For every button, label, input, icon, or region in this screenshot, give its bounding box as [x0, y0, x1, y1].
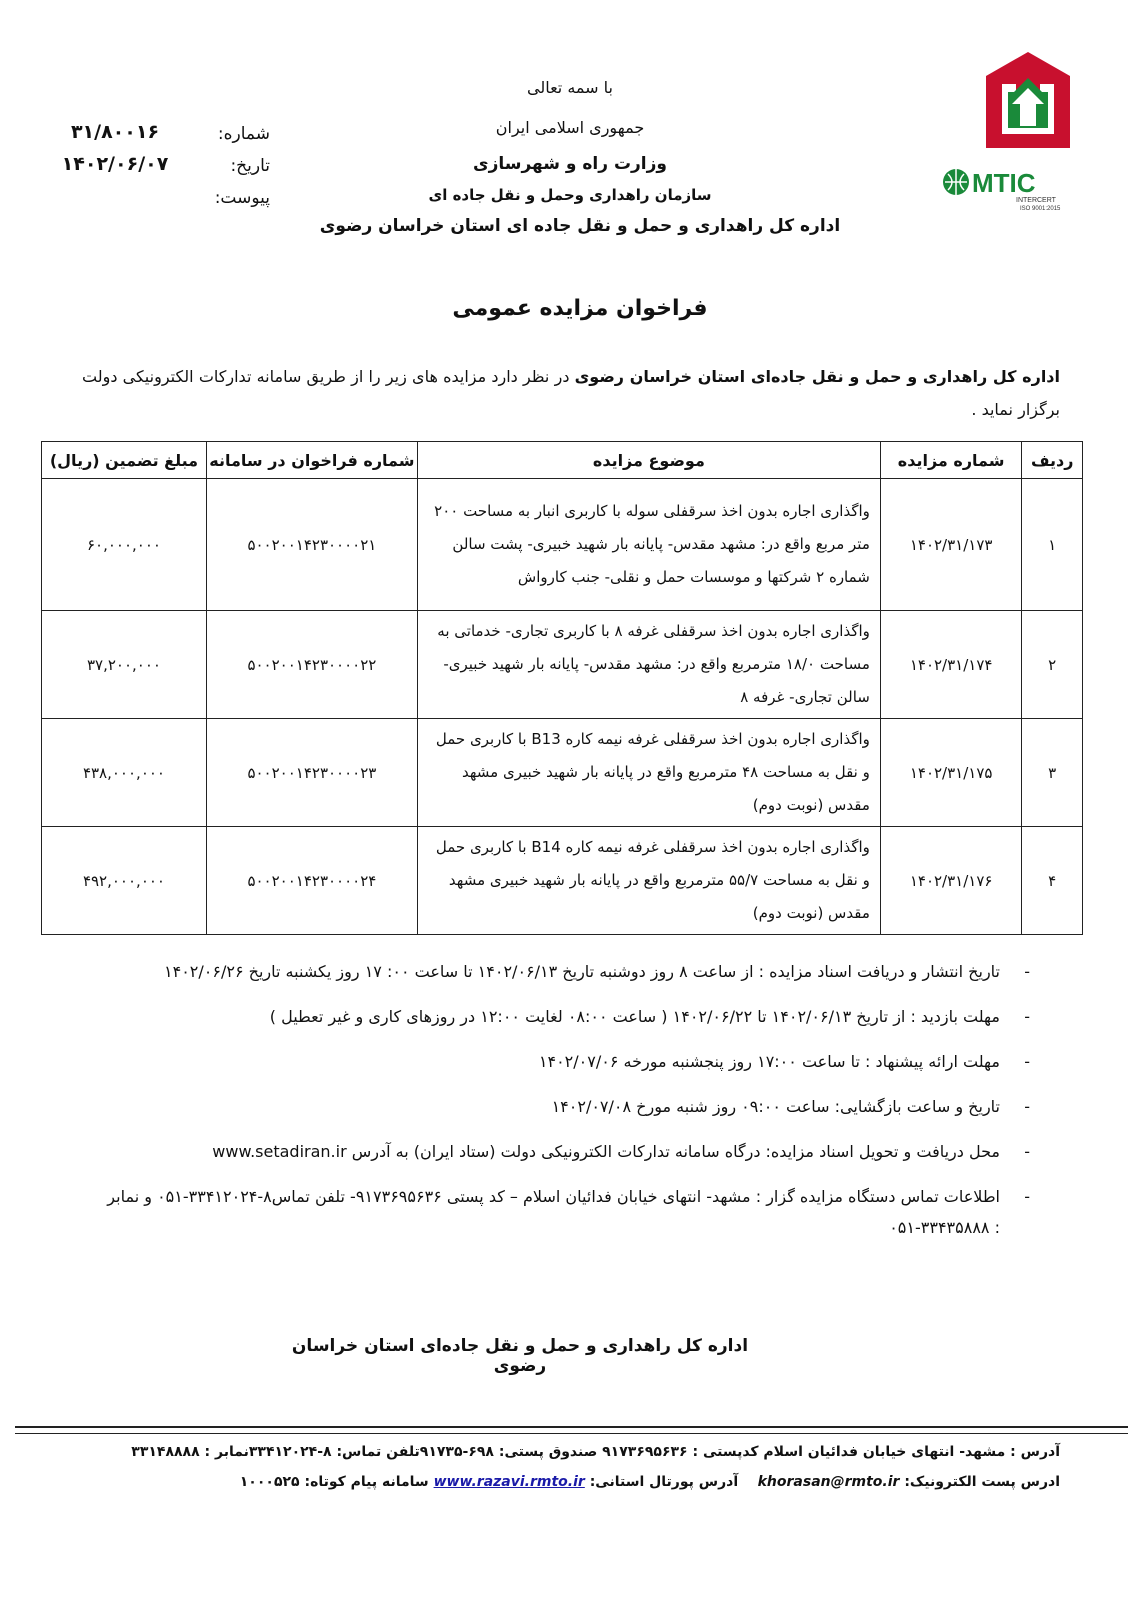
- email-label: ادرس پست الکترونیک:: [904, 1474, 1060, 1490]
- cell-auction-number: ۱۴۰۲/۳۱/۱۷۴: [880, 611, 1022, 719]
- mtic-logo-text: MTIC: [972, 168, 1036, 198]
- table-header-row: [42, 442, 1083, 479]
- number-label: شماره:: [217, 124, 270, 144]
- cell-subject: واگذاری اجاره بدون اخذ سرقفلی غرفه ۸ با کاربری تجاری- خدماتی به مساحت ۱۸/۰ مترمربع واقع در: مشهد مقدس- پایانه بار شهید خبیری- سالن تجاری- غرفه ۸: [417, 611, 880, 719]
- cell-subject: واگذاری اجاره بدون اخذ سرقفلی غرفه نیمه کاره B14 با کاربری حمل و نقل به مساحت ۵۵/۷ مترمربع واقع در پایانه بار شهید خبیری مشهد مقدس (نوبت دوم): [417, 827, 880, 935]
- details-list: [100, 956, 1030, 1257]
- page-title: فراخوان مزایده عمومی: [452, 296, 708, 321]
- offer-deadline-text: مهلت ارائه پیشنهاد : تا ساعت ۱۷:۰۰ روز پنجشنبه مورخه ۱۴۰۲/۰۷/۰۶: [538, 1052, 1000, 1071]
- intro-bold: اداره کل راهداری و حمل و نقل جاده‌ای استان خراسان رضوی: [574, 367, 1060, 386]
- cell-auction-number: ۱۴۰۲/۳۱/۱۷۶: [880, 827, 1022, 935]
- date-value: ۱۴۰۲/۰۶/۰۷: [61, 153, 169, 175]
- footer-address: آدرس : مشهد- انتهای خیابان فدائیان اسلام کدپستی : ۹۱۷۳۶۹۵۶۳۶ صندوق پستی: ۶۹۸-۹۱۷۳۵تلفن تماس: ۸-۳۳۴۱۲۰۲۴نمابر : ۳۳۱۴۸۸۸۸: [131, 1444, 1060, 1460]
- attachment-label: پیوست:: [214, 188, 270, 208]
- document-location-text: محل دریافت و تحویل اسناد مزایده: درگاه سامانه تدارکات الکترونیکی دولت (ستاد ایران) به آدرس www.setadiran.ir: [212, 1142, 1000, 1161]
- email-address[interactable]: khorasan@rmto.ir: [757, 1474, 900, 1490]
- cell-call-number: ۵۰۰۲۰۰۱۴۲۳۰۰۰۰۲۴: [206, 827, 417, 935]
- list-item: - تاریخ انتشار و دریافت اسناد مزایده : از ساعت ۸ روز دوشنبه تاریخ ۱۴۰۲/۰۶/۱۳ تا ساعت ۰۰: ۱۷ روز یکشنبه تاریخ ۱۴۰۲/۰۶/۲۶: [164, 962, 1030, 981]
- contact-info-text: اطلاعات تماس دستگاه مزایده گزار : مشهد- انتهای خیابان فدائیان اسلام – کد پستی ۹۱۷۳۶۹۵۶۳۶- تلفن تماس۸-۳۳۴۱۲۰۲۴-۰۵۱ و نمابر : ۳۳۴۳۵۸۸۸-۰۵۱: [107, 1187, 1000, 1237]
- cell-subject: واگذاری اجاره بدون اخذ سرقفلی غرفه نیمه کاره B13 با کاربری حمل و نقل به مساحت ۴۸ مترمربع واقع در پایانه بار شهید خبیری مشهد مقدس (نوبت دوم): [417, 719, 880, 827]
- header-country: جمهوری اسلامی ایران: [495, 118, 645, 137]
- mtic-logo-subtext: INTERCERT: [1016, 197, 1056, 204]
- footer-divider: [15, 1426, 1128, 1428]
- mtic-logo-iso: ISO 9001:2015: [1020, 206, 1061, 212]
- cell-row: ۱: [1022, 479, 1083, 611]
- cell-call-number: ۵۰۰۲۰۰۱۴۲۳۰۰۰۰۲۲: [206, 611, 417, 719]
- table-row: [42, 827, 1083, 935]
- list-item: - اطلاعات تماس دستگاه مزایده گزار : مشهد- انتهای خیابان فدائیان اسلام – کد پستی ۹۱۷۳۶۹۵۶۳۶- تلفن تماس۸-۳۳۴۱۲۰۲۴-۰۵۱ و نمابر : ۳۳۴۳۵۸۸۸-۰۵۱: [107, 1187, 1030, 1237]
- sms-label: سامانه پیام کوتاه:: [304, 1474, 429, 1490]
- header-basmala: با سمه تعالی: [527, 78, 613, 97]
- cell-row: ۴: [1022, 827, 1083, 935]
- rmto-logo: [980, 48, 1076, 152]
- signature-department: اداره کل راهداری و حمل و نقل جاده‌ای استان خراسان رضوی: [291, 1336, 749, 1376]
- header-ministry: وزارت راه و شهرسازی: [472, 154, 667, 174]
- cell-guarantee: ۶۰,۰۰۰,۰۰۰: [42, 479, 207, 611]
- table-row: [42, 611, 1083, 719]
- col-header-row: ردیف: [1022, 442, 1083, 479]
- header-department: اداره کل راهداری و حمل و نقل جاده ای استان خراسان رضوی: [319, 216, 841, 236]
- table-row: [42, 719, 1083, 827]
- intro-paragraph: [82, 360, 1060, 426]
- list-item: - محل دریافت و تحویل اسناد مزایده: درگاه سامانه تدارکات الکترونیکی دولت (ستاد ایران) به آدرس www.setadiran.ir: [212, 1142, 1030, 1161]
- col-header-auction-number: شماره مزایده: [880, 442, 1022, 479]
- portal-label: آدرس پورتال استانی:: [589, 1474, 739, 1490]
- cell-auction-number: ۱۴۰۲/۳۱/۱۷۵: [880, 719, 1022, 827]
- mtic-certification-logo: [940, 160, 1070, 216]
- col-header-call-number: شماره فراخوان در سامانه: [206, 442, 417, 479]
- number-value: ۳۱/۸۰۰۱۶: [70, 121, 160, 143]
- cell-guarantee: ۴۹۲,۰۰۰,۰۰۰: [42, 827, 207, 935]
- cell-guarantee: ۴۳۸,۰۰۰,۰۰۰: [42, 719, 207, 827]
- visit-deadline-text: مهلت بازدید : از تاریخ ۱۴۰۲/۰۶/۱۳ تا ۱۴۰۲/۰۶/۲۲ ( ساعت ۰۸:۰۰ لغایت ۱۲:۰۰ در روزهای کاری و غیر تعطیل ): [269, 1007, 1000, 1026]
- publish-date-text: تاریخ انتشار و دریافت اسناد مزایده : از ساعت ۸ روز دوشنبه تاریخ ۱۴۰۲/۰۶/۱۳ تا ساعت ۰۰: ۱۷ روز یکشنبه تاریخ ۱۴۰۲/۰۶/۲۶: [164, 962, 1000, 981]
- opening-date-text: تاریخ و ساعت بازگشایی: ساعت ۰۹:۰۰ روز شنبه مورخ ۱۴۰۲/۰۷/۰۸: [551, 1097, 1000, 1116]
- cell-guarantee: ۳۷,۲۰۰,۰۰۰: [42, 611, 207, 719]
- header-organization: سازمان راهداری وحمل و نقل جاده ای: [428, 186, 712, 204]
- list-item: - تاریخ و ساعت بازگشایی: ساعت ۰۹:۰۰ روز شنبه مورخ ۱۴۰۲/۰۷/۰۸: [551, 1097, 1030, 1116]
- sms-number: ۱۰۰۰۵۲۵: [239, 1474, 300, 1490]
- cell-row: ۲: [1022, 611, 1083, 719]
- list-item: - مهلت بازدید : از تاریخ ۱۴۰۲/۰۶/۱۳ تا ۱۴۰۲/۰۶/۲۲ ( ساعت ۰۸:۰۰ لغایت ۱۲:۰۰ در روزهای کاری و غیر تعطیل ): [269, 1007, 1030, 1026]
- date-label: تاریخ:: [230, 156, 270, 176]
- intro-rest: در نظر دارد مزایده های زیر را از طریق سامانه تدارکات الکترونیکی دولت برگزار نماید .: [82, 367, 1060, 419]
- cell-call-number: ۵۰۰۲۰۰۱۴۲۳۰۰۰۰۲۳: [206, 719, 417, 827]
- auction-table: [41, 441, 1083, 935]
- footer-divider: [15, 1433, 1128, 1434]
- portal-link[interactable]: www.razavi.rmto.ir: [433, 1474, 585, 1490]
- cell-row: ۳: [1022, 719, 1083, 827]
- cell-auction-number: ۱۴۰۲/۳۱/۱۷۳: [880, 479, 1022, 611]
- col-header-subject: موضوع مزایده: [417, 442, 880, 479]
- cell-call-number: ۵۰۰۲۰۰۱۴۲۳۰۰۰۰۲۱: [206, 479, 417, 611]
- cell-subject: واگذاری اجاره بدون اخذ سرقفلی سوله با کاربری انبار به مساحت ۲۰۰ متر مربع واقع در: مشهد مقدس- پایانه بار شهید خبیری- پشت سالن شماره ۲ شرکتها و موسسات حمل و نقلی- جنب کارواش: [417, 479, 880, 611]
- list-item: - مهلت ارائه پیشنهاد : تا ساعت ۱۷:۰۰ روز پنجشنبه مورخه ۱۴۰۲/۰۷/۰۶: [538, 1052, 1030, 1071]
- footer-contact: [60, 1474, 1060, 1490]
- table-row: [42, 479, 1083, 611]
- col-header-guarantee: مبلغ تضمین (ریال): [42, 442, 207, 479]
